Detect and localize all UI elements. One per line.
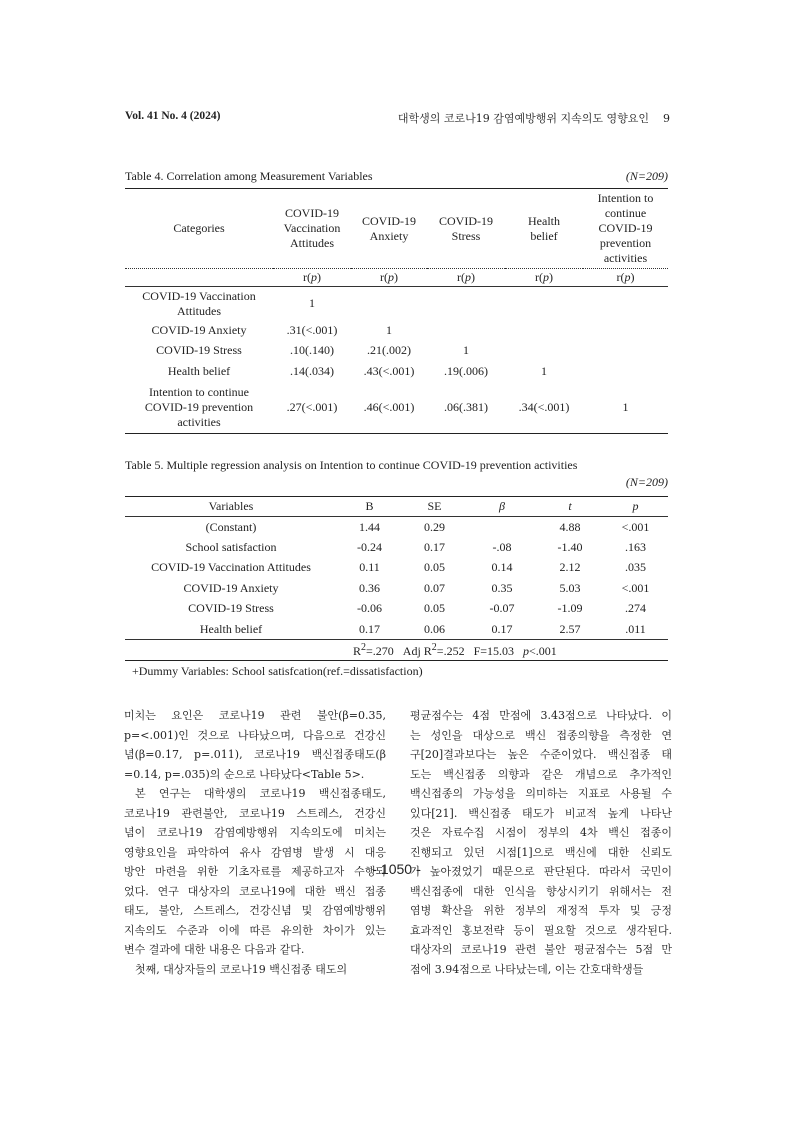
table4-cell: .06(.381): [444, 399, 488, 414]
table4-header-cell: Categories: [173, 221, 225, 235]
body-text-line: 진행되고 있던 시점[1]으로 백신에 대한 신뢰도: [410, 845, 672, 859]
table5-cell: Health belief: [199, 621, 263, 636]
table4-cell: 1: [622, 399, 629, 414]
table5-cell: 2.12: [559, 560, 581, 575]
table4-row-label: Health belief: [167, 363, 231, 378]
body-text-line: 첫째, 대상자들의 코로나19 백신접종 태도의: [135, 962, 348, 976]
table5-cell: -.08: [492, 539, 512, 554]
body-text-line: 변수 결과에 대한 내용은 다음과 같다.: [124, 943, 305, 956]
table4-cell: .31(<.001): [286, 323, 338, 337]
table4-subheader-blank: [125, 269, 273, 287]
body-text-line: 구[20]결과보다는 높은 수준이었다. 백신접종 태: [410, 748, 672, 761]
table4-cell: .34(<.001): [518, 399, 570, 414]
table4-caption: [125, 169, 668, 184]
table5-cell: 0.14: [491, 560, 513, 575]
table5-cell: 0.17: [491, 621, 513, 636]
table4-row: [125, 287, 668, 321]
journal-volume: Vol. 41 No. 4 (2024): [125, 110, 221, 122]
body-text-line: 도는 백신접종 의향과 같은 개념으로 추가적인: [410, 767, 672, 781]
body-text-line: =0.14, p=.035)의 순으로 나타났다<Table 5>.: [124, 767, 365, 781]
body-text-line: 념(β=0.17, p=.011), 코로나19 백신접종태도(β: [124, 748, 386, 761]
body-text-line: 있다[21]. 백신접종 태도가 비교적 높게 나타난: [410, 806, 672, 820]
table4-header-cell: COVID-19 Anxiety: [362, 213, 416, 243]
body-text-line: 영향요인을 파악하여 유사 감염병 발생 시 대응: [124, 845, 386, 859]
table4-cell: .10(.140): [290, 343, 334, 357]
table4-row-label: COVID-19 Anxiety: [151, 323, 247, 337]
table4-cell: [505, 287, 583, 321]
table5-cell: 0.36: [359, 580, 380, 595]
body-text-line: 점에 3.94점으로 나타났는데, 이는 간호대학생들: [410, 962, 644, 976]
table5-cell: COVID-19 Anxiety: [183, 580, 279, 595]
table5-row: [125, 619, 668, 640]
table5-body: [125, 497, 668, 661]
table4-cell: .43(<.001): [363, 363, 415, 378]
body-text-line: 가 높아졌었기 때문으로 판단된다. 따라서 국민이: [410, 865, 672, 878]
table4-subheader-cell: r(p): [583, 269, 668, 287]
table5-cell: <.001: [621, 519, 650, 534]
table5-cell: 0.06: [424, 621, 445, 636]
table5-header-cell: t: [537, 497, 603, 517]
table5-cell: 0.05: [424, 601, 445, 616]
table5-header-cell: Variables: [125, 497, 337, 517]
body-text-line: 것은 자료수집 시점이 정부의 4차 백신 접종이: [410, 826, 672, 839]
regression-table: [125, 496, 668, 661]
table4-subheader-cell: r(p): [273, 269, 351, 287]
table5-cell: 5.03: [559, 580, 581, 595]
table5-row: [125, 558, 668, 579]
body-text-line: 미치는 요인은 코로나19 관련 불안(β=0.35,: [124, 709, 386, 722]
table5-cell: 0.11: [359, 560, 380, 575]
table5-cell: 0.17: [424, 539, 445, 554]
body-text-line: 효과적인 홍보전략 등이 필요할 것으로 생각된다.: [410, 923, 672, 937]
table5-cell: 0.29: [424, 519, 445, 534]
table4-cell: [583, 341, 668, 361]
table5-cell: [467, 517, 537, 538]
table5-cell: -0.07: [489, 601, 515, 616]
table5-header-row: [125, 497, 668, 517]
table4-row: [125, 321, 668, 341]
table4-cell: 1: [463, 343, 469, 357]
table5-cell: COVID-19 Vaccination Attitudes: [151, 560, 311, 575]
table4-cell: .21(.002): [367, 343, 411, 357]
table5-cell: COVID-19 Stress: [188, 601, 274, 616]
page-number: - 1050 -: [372, 861, 421, 877]
table5-cell: -0.24: [357, 539, 382, 554]
table5-cell: -1.09: [557, 601, 583, 616]
table4-row: [125, 341, 668, 361]
body-text-line: 염병 확산을 위한 정부의 재정적 투자 및 긍정: [410, 904, 672, 917]
table5-cell: School satisfaction: [185, 539, 277, 554]
body-text-line: 념이 코로나19 감염예방행위 지속의도에 미치는: [124, 826, 386, 839]
table4-sample-size: (N=209): [625, 169, 668, 183]
table5-header-cell: β: [467, 497, 537, 517]
body-text-line: 태도, 불안, 스트레스, 건강신념 및 감염예방행위: [124, 904, 386, 917]
body-text-line: 코로나19 관련불안, 코로나19 스트레스, 건강신: [124, 806, 386, 820]
table5-caption: [125, 458, 668, 489]
table4-cell: [505, 321, 583, 341]
table5-sample-size: (N=209): [625, 475, 668, 489]
body-column-left: [124, 706, 386, 979]
table5-cell: .035: [625, 560, 646, 575]
table5-row: [125, 517, 668, 538]
body-text-line: p=<.001)인 것으로 나타났으며, 다음으로 건강신: [124, 728, 386, 742]
table5-note: +Dummy Variables: School satisfcation(ref.=dissatisfaction): [132, 664, 423, 678]
table5-cell: 0.05: [424, 560, 445, 575]
table4-cell: [583, 361, 668, 382]
table5-row: [125, 599, 668, 620]
body-text-line: 방안 마련을 위한 기초자료를 제공하고자 수행되: [124, 865, 386, 878]
table4-header-cell: COVID-19 Stress: [439, 213, 493, 243]
body-text-line: 본 연구는 대학생의 코로나19 백신접종태도,: [135, 787, 386, 800]
table5-cell: -0.06: [357, 601, 382, 616]
table4-row: [125, 361, 668, 382]
table5-caption-text: Table 5. Multiple regression analysis on Intention to continue COVID-19 prevention activities: [125, 458, 578, 472]
table4-cell: [427, 321, 505, 341]
table5-row: [125, 578, 668, 599]
table5-cell: 1.44: [359, 519, 380, 534]
table4-body: [125, 287, 668, 434]
table5-model-fit: $R^2=.270$ Adj $R^2=.252$ F=15.03 p<.001: [337, 640, 603, 661]
running-title-text: 대학생의 코로나19 감염예방행위 지속의도 영향요인: [397, 112, 649, 125]
table4-cell: [583, 321, 668, 341]
table5-header-cell: p: [603, 497, 668, 517]
header-page-number: 9: [663, 112, 670, 125]
table4-cell: 1: [541, 363, 547, 378]
table5-footer-blank: [125, 640, 337, 661]
table4-subheader-cell: r(p): [505, 269, 583, 287]
table5-cell: 0.35: [491, 580, 513, 595]
table5-row: [125, 537, 668, 558]
table5-cell: .011: [625, 621, 646, 636]
table4-cell: .46(<.001): [363, 399, 415, 414]
table4-row-label: COVID-19 Stress: [156, 343, 242, 357]
table4-header-cell: Health belief: [528, 213, 560, 243]
table5-cell: -1.40: [557, 539, 583, 554]
body-text-line: 지속의도 수준과 이에 따른 유의한 차이가 있는: [124, 923, 386, 937]
body-column-right: [410, 706, 672, 979]
table4-cell: [505, 341, 583, 361]
table5-cell: 0.17: [359, 621, 380, 636]
running-title: [398, 110, 670, 126]
table4-row-label: COVID-19 Vaccination Attitudes: [142, 288, 256, 318]
table4-cell: [583, 287, 668, 321]
table5-cell: 4.88: [559, 519, 581, 534]
table4-cell: [351, 287, 427, 321]
body-text-line: 대상자의 코로나19 관련 불안 평균점수는 5점 만: [410, 943, 672, 956]
body-text-line: 었다. 연구 대상자의 코로나19에 대한 백신 접종: [124, 884, 386, 898]
body-text-line: 평균점수는 4점 만점에 3.43점으로 나타났다. 이: [410, 709, 672, 722]
table5-cell: (Constant): [205, 519, 257, 534]
body-text-line: 백신접종의 가능성을 의미하는 지표로 사용될 수: [410, 787, 672, 800]
table5-cell: .163: [625, 539, 646, 554]
table5-cell: 2.57: [559, 621, 581, 636]
table5-footer-row: [125, 640, 668, 661]
body-text-line: 는 성인을 대상으로 백신 접종의향을 측정한 연: [410, 728, 672, 742]
table4-subheader-cell: r(p): [427, 269, 505, 287]
table5-footer-blank: [603, 640, 668, 661]
table4-cell: [427, 287, 505, 321]
table4-cell: .27(<.001): [286, 399, 338, 414]
table4-subheader-cell: r(p): [351, 269, 427, 287]
table4-row: [125, 382, 668, 434]
table5-header-cell: B: [337, 497, 402, 517]
table4-header-cell: COVID-19 Vaccination Attitudes: [283, 206, 341, 250]
table5-cell: <.001: [621, 580, 650, 595]
table4-cell: 1: [309, 296, 315, 311]
table5-header-cell: SE: [402, 497, 467, 517]
table4-cell: 1: [386, 323, 392, 337]
table5-cell: 0.07: [424, 580, 445, 595]
correlation-table: [125, 188, 668, 434]
table4-cell: .19(.006): [444, 363, 488, 378]
table4-caption-text: Table 4. Correlation among Measurement Variables: [125, 169, 373, 183]
table4-cell: .14(.034): [290, 363, 334, 378]
body-text-line: 백신접종에 대한 인식을 향상시키기 위해서는 전: [410, 884, 672, 898]
table5-cell: .274: [625, 601, 646, 616]
table4-row-label: Intention to continue COVID-19 prevention activities: [144, 384, 254, 429]
table4-header-cell: Intention to continue COVID-19 prevention activities: [597, 191, 654, 265]
